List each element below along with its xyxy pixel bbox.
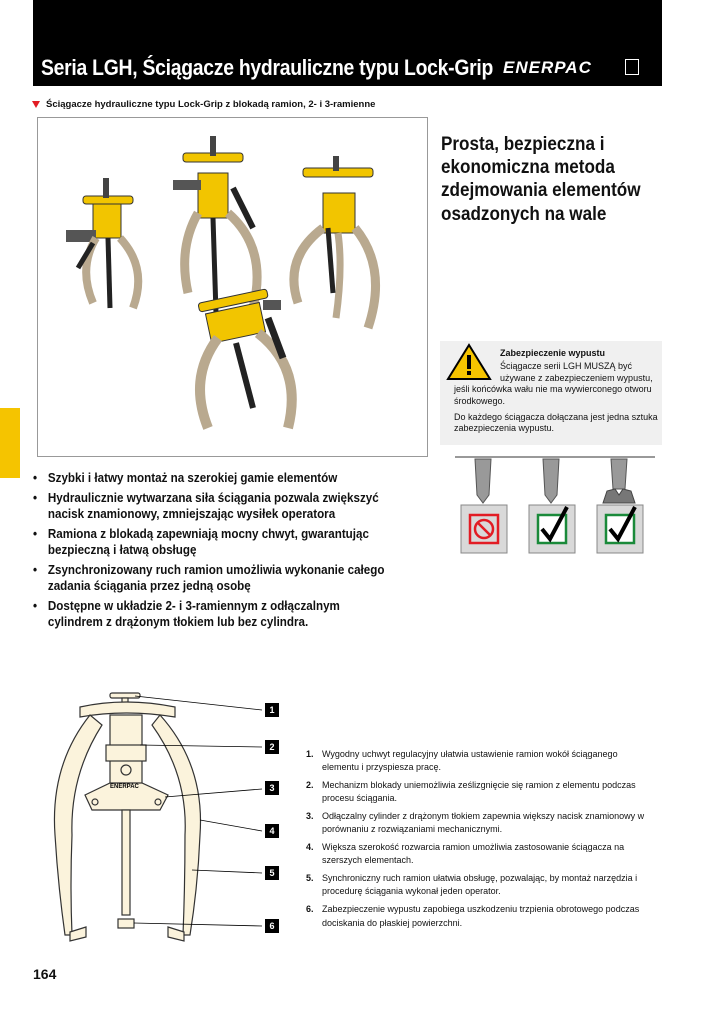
feature-text: Większa szerokość rozwarcia ramion umożliwia zastosowanie ściągacza na szerszych elementach. (322, 842, 625, 866)
feature-number: 4. (306, 842, 314, 853)
feature-number: 3. (306, 811, 314, 822)
section-subtitle-text: Ściągacze hydrauliczne typu Lock-Grip z blokadą ramion, 2- i 3-ramienne (46, 99, 376, 110)
brand-logo: ENERPAC (503, 58, 592, 77)
side-tab-marker (0, 408, 20, 478)
product-photo (37, 117, 428, 457)
header-bar (33, 0, 662, 86)
feature-item (306, 903, 656, 929)
diagram-brand-label: ENERPAC (110, 784, 139, 790)
warning-line-2: używane z zabezpieczeniem wypustu, (500, 372, 653, 383)
warning-title: Zabezpieczenie wypustu (500, 348, 606, 358)
puller-illustration-1 (66, 178, 138, 308)
headline-slogan: Prosta, bezpieczna i ekonomiczna metoda zdejmowania elementów osadzonych na wale (441, 134, 641, 225)
bullet-item: • Zsynchronizowany ruch ramion umożliwia wykonanie całego zadania ściągania przez jedną osobę (33, 562, 386, 594)
feature-number: 2. (306, 780, 314, 791)
section-subtitle (32, 99, 375, 110)
feature-number: 1. (306, 749, 314, 759)
puller-illustration-4 (198, 289, 292, 428)
feature-item (306, 841, 656, 867)
bullet-item: • Dostępne w układzie 2- i 3-ramiennym z odłączalnym cylindrem z drążonym tłokiem lub bez cylindra. (33, 598, 386, 630)
feature-text: Odłączalny cylinder z drążonym tłokiem zapewnia większy nacisk znamionowy w porównaniu z rozwiązaniami mechanicznymi. (322, 811, 645, 835)
bullet-item: • Hydraulicznie wytwarzana siła ściągania pozwala zwiększyć nacisk znamionowy, zmniejszając wysiłek operatora (33, 490, 386, 522)
callout-1: 1 (265, 703, 279, 717)
feature-item (306, 748, 656, 774)
page-number: 164 (33, 966, 57, 982)
puller-diagram (30, 685, 300, 950)
callout-5: 5 (265, 866, 279, 880)
feature-text: Zabezpieczenie wypustu zapobiega uszkodzeniu trzpienia obrotowego podczas dociskania do płaskiej powierzchni. (322, 904, 640, 928)
feature-item (306, 779, 656, 805)
brand-mark-icon (625, 59, 639, 75)
warning-line-4: Do każdego ściągacza dołączana jest jedna sztuka zabezpieczenia wypustu. (454, 411, 658, 434)
feature-bullets (33, 470, 413, 634)
callout-6: 6 (265, 919, 279, 933)
warning-line-1: Ściągacze serii LGH MUSZĄ być (500, 361, 633, 371)
feature-text: Mechanizm blokady uniemożliwia ześlizgnięcie się ramion z elementu podczas procesu ściągania. (322, 780, 636, 804)
warning-text (454, 361, 659, 439)
spindle-protection-comparison (455, 455, 655, 559)
callout-4: 4 (265, 824, 279, 838)
feature-text: Synchroniczny ruch ramion ułatwia obsługę, pozwalając, by montaż narzędzia i procedurę ściągania wykonał jeden operator. (322, 873, 638, 897)
callout-2: 2 (265, 740, 279, 754)
feature-text: Wygodny uchwyt regulacyjny ułatwia ustawienie ramion wokół ściąganego elementu i przyspiesza pracę. (322, 749, 618, 773)
bullet-item: • Ramiona z blokadą zapewniają mocny chwyt, gwarantując bezpieczną i łatwą obsługę (33, 526, 386, 558)
warning-line-3: jeśli końcówka wału nie ma wywierconego otworu środkowego. (454, 384, 652, 407)
feature-list (306, 748, 656, 935)
feature-number: 5. (306, 873, 314, 884)
page-title: Seria LGH, Ściągacze hydrauliczne typu Lock-Grip (41, 55, 494, 80)
triangle-marker-icon (32, 101, 40, 108)
warning-box (440, 341, 662, 445)
feature-number: 6. (306, 904, 314, 915)
feature-item (306, 872, 656, 898)
bullet-item: • Szybki i łatwy montaż na szerokiej gamie elementów (33, 470, 386, 486)
feature-item (306, 810, 656, 836)
callout-3: 3 (265, 781, 279, 795)
puller-illustration-2 (173, 136, 257, 313)
puller-illustration-3 (294, 156, 376, 328)
